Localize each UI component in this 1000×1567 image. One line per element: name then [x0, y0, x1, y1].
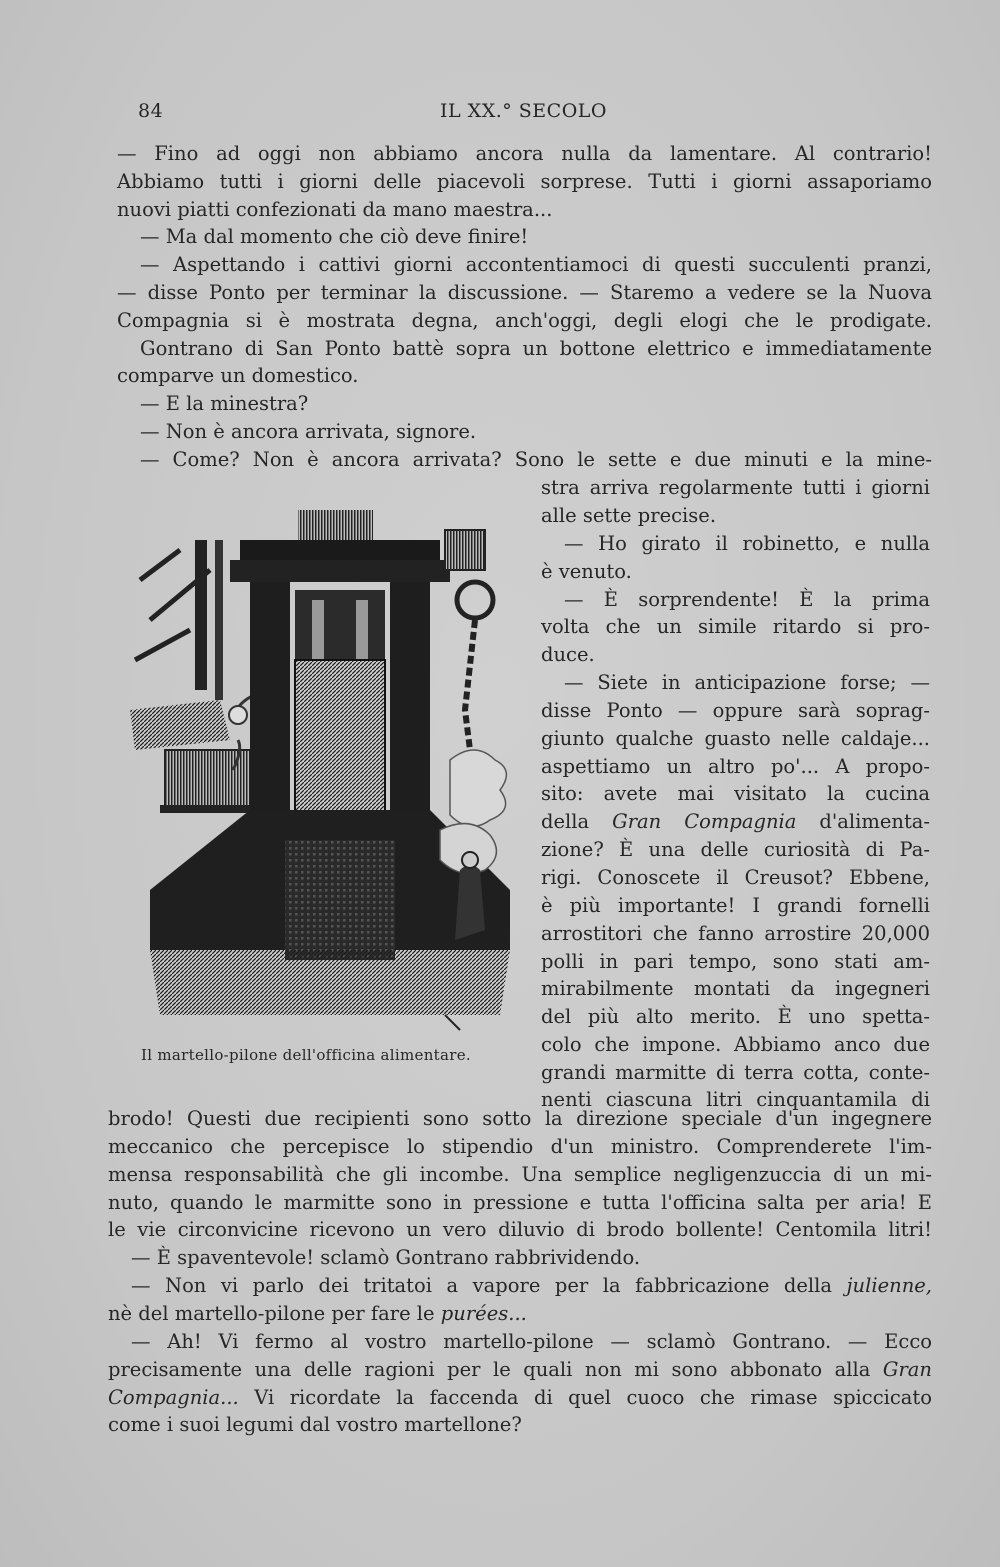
text-line: nuto, quando le marmitte sono in pressione e tutta l'officina salta per aria! E — [108, 1191, 932, 1214]
italic-text: Gran Compagnia — [612, 810, 797, 833]
text-line: zione? È una delle curiosità di Pa- — [541, 838, 930, 861]
text-line: nenti ciascuna litri cinquantamila di — [541, 1088, 930, 1111]
text-line: giunto qualche guasto nelle caldaje... — [541, 727, 930, 750]
text-line: è venuto. — [541, 560, 632, 583]
text-line: — disse Ponto per terminar la discussione. — Staremo a vedere se la Nuova — [117, 281, 932, 304]
text-line: mensa responsabilità che gli incombe. Una semplice negligenzuccia di un mi- — [108, 1163, 932, 1186]
text-line: disse Ponto — oppure sarà soprag- — [541, 699, 930, 722]
text-line: — E la minestra? — [140, 392, 309, 415]
text-line — [108, 1300, 932, 1327]
text-line: stra arriva regolarmente tutti i giorni — [541, 476, 930, 499]
text-fragment: Vi ricordate la faccenda di quel cuoco che rimase spiccicato — [254, 1386, 932, 1409]
text-line: mirabilmente montati da ingegneri — [541, 977, 930, 1000]
text-line: — Ho girato il robinetto, e nulla — [564, 532, 930, 555]
martello-pilone-illustration — [120, 510, 520, 1040]
text-line: Abbiamo tutti i giorni delle piacevoli sorprese. Tutti i giorni assaporiamo — [117, 170, 932, 193]
text-line: volta che un simile ritardo si pro- — [541, 615, 930, 638]
text-line: — Fino ad oggi non abbiamo ancora nulla da lamentare. Al contrario! — [117, 142, 932, 165]
text-fragment: d'alimenta- — [819, 810, 931, 833]
page-header — [110, 100, 940, 130]
text-line: Gontrano di San Ponto battè sopra un bottone elettrico e immediatamente — [140, 337, 932, 360]
text-fragment: nè del martello-pilone per fare le — [108, 1302, 435, 1325]
text-line: arrostitori che fanno arrostire 20,000 — [541, 922, 930, 945]
text-line: aspettiamo un altro po'... A propo- — [541, 755, 930, 778]
text-line: le vie circonvicine ricevono un vero diluvio di brodo bollente! Centomila litri! — [108, 1218, 932, 1241]
italic-text: purées... — [440, 1302, 527, 1325]
text-line: — Aspettando i cattivi giorni accontentiamoci di questi succulenti pranzi, — [140, 253, 932, 276]
running-title: IL XX.° SECOLO — [440, 100, 607, 122]
text-line: polli in pari tempo, sono stati am- — [541, 950, 930, 973]
text-line: duce. — [541, 643, 595, 666]
text-line: — È spaventevole! sclamò Gontrano rabbrividendo. — [131, 1246, 641, 1269]
text-line: come i suoi legumi dal vostro martellone? — [108, 1413, 522, 1436]
italic-text: Compagnia... — [108, 1386, 239, 1409]
text-line: Compagnia si è mostrata degna, anch'oggi, degli elogi che le prodigate. — [117, 309, 932, 332]
figure-caption: Il martello-pilone dell'officina alimentare. — [141, 1046, 471, 1064]
page-number: 84 — [138, 100, 164, 122]
italic-text: julienne, — [846, 1274, 932, 1297]
text-line: — Ma dal momento che ciò deve finire! — [140, 225, 529, 248]
text-line: — È sorprendente! È la prima — [564, 588, 930, 611]
text-line: grandi marmitte di terra cotta, conte- — [541, 1061, 930, 1084]
text-fragment: precisamente una delle ragioni per le quali non mi sono abbonato alla — [108, 1358, 871, 1381]
text-line: — Ah! Vi fermo al vostro martello-pilone — sclamò Gontrano. — Ecco — [131, 1330, 932, 1353]
text-line: comparve un domestico. — [117, 364, 359, 387]
italic-text: Gran — [882, 1358, 932, 1381]
text-line — [108, 1356, 932, 1383]
text-line — [131, 1272, 932, 1299]
text-fragment: della — [541, 810, 590, 833]
text-fragment: — Non vi parlo dei tritatoi a vapore per la fabbricazione della — [131, 1274, 832, 1297]
text-line: rigi. Conoscete il Creusot? Ebbene, — [541, 866, 930, 889]
text-line: alle sette precise. — [541, 504, 717, 527]
text-line: brodo! Questi due recipienti sono sotto la direzione speciale d'un ingegnere — [108, 1107, 932, 1130]
text-line: colo che impone. Abbiamo anco due — [541, 1033, 930, 1056]
text-line: nuovi piatti confezionati da mano maestra... — [117, 198, 553, 221]
text-line: meccanico che percepisce lo stipendio d'un ministro. Comprenderete l'im- — [108, 1135, 932, 1158]
text-line: — Come? Non è ancora arrivata? Sono le sette e due minuti e la mine- — [140, 448, 932, 471]
text-line: — Siete in anticipazione forse; — — [564, 671, 930, 694]
text-line — [108, 1384, 932, 1411]
text-line: è più importante! I grandi fornelli — [541, 894, 930, 917]
text-line: sito: avete mai visitato la cucina — [541, 782, 930, 805]
text-line: — Non è ancora arrivata, signore. — [140, 420, 477, 443]
text-line — [541, 808, 930, 835]
text-line: del più alto merito. È uno spetta- — [541, 1005, 930, 1028]
